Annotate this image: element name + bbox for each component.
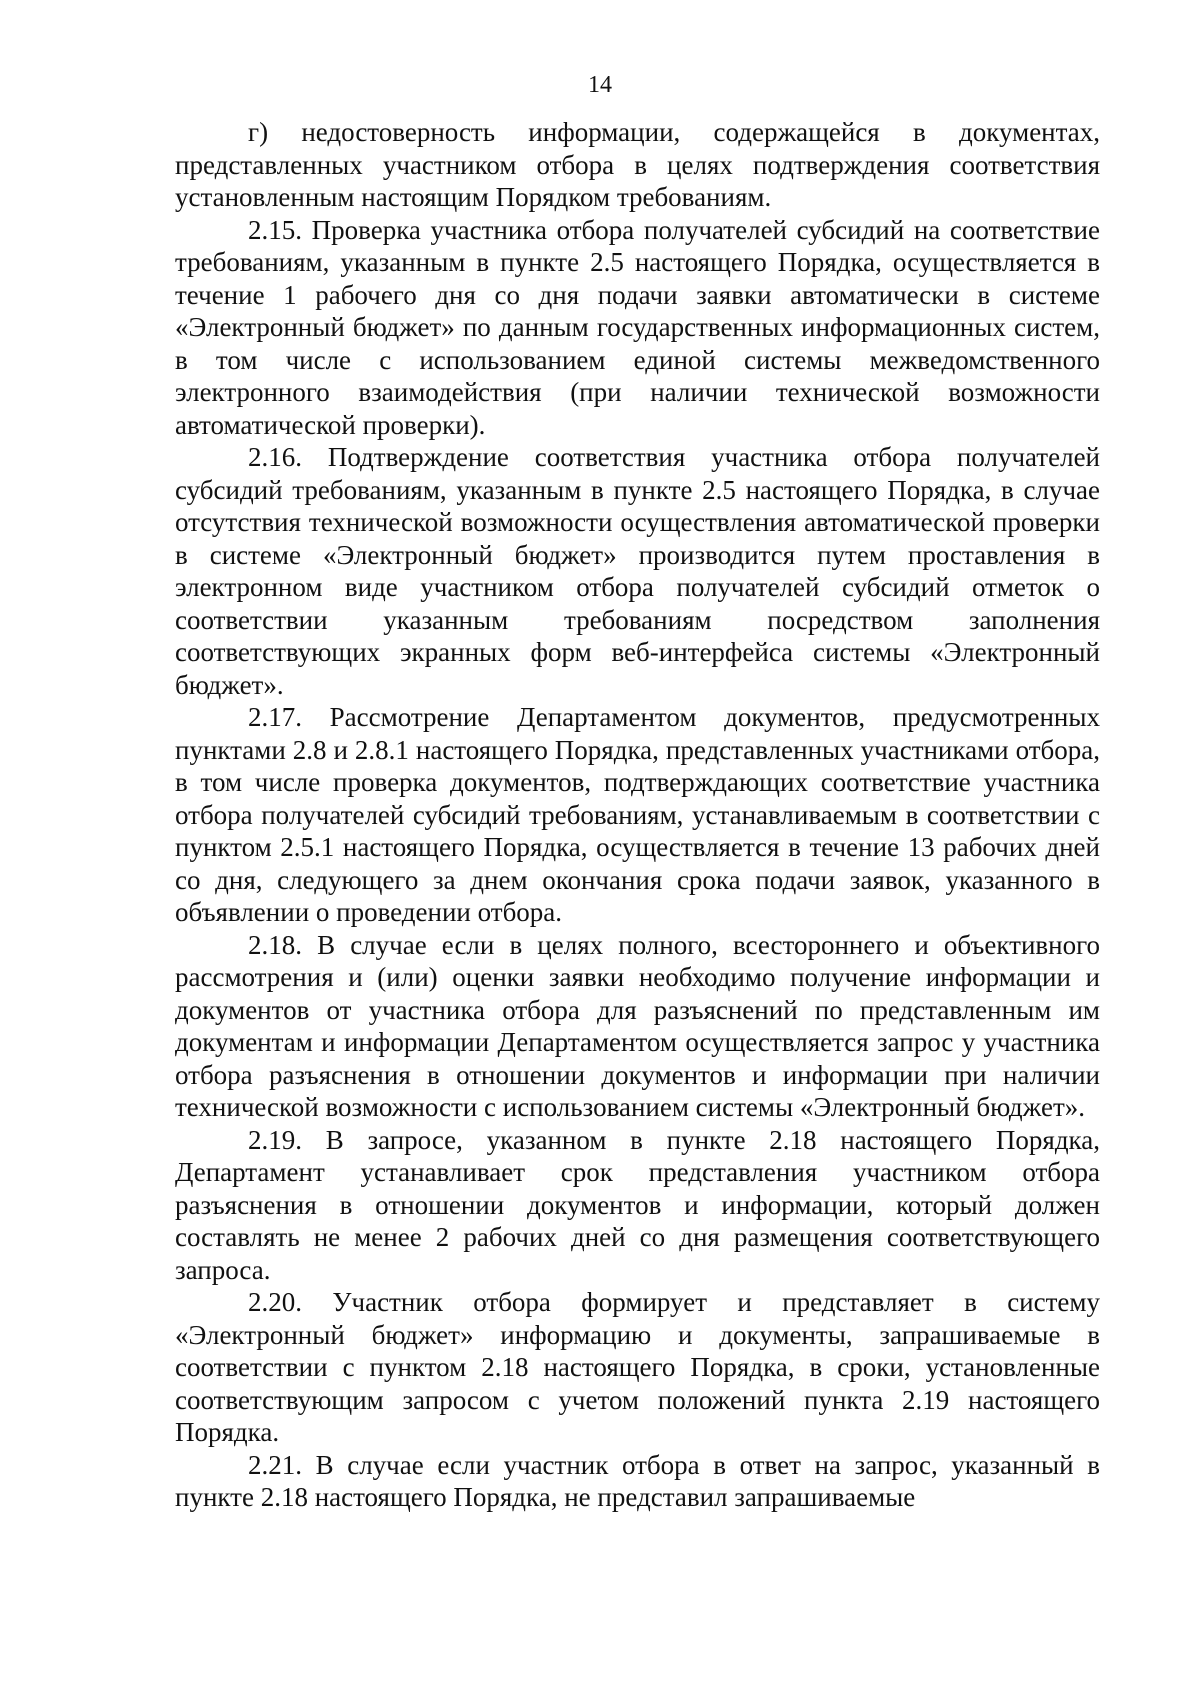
paragraph-g: г) недостоверность информации, содержащейся в документах, представленных участником отбора в целях подтверждения соответствия установленным настоящим Порядком требованиям. — [175, 117, 1100, 212]
paragraph-2-17: 2.17. Рассмотрение Департаментом документов, предусмотренных пунктами 2.8 и 2.8.1 настоящего Порядка, представленных участниками отбора, в том числе проверка документов, подтверждающих соответствие участника отбора получателей субсидий требованиям, устанавливаемым в соответствии с пунктом 2.5.1 настоящего Порядка, осуществляется в течение 13 рабочих дней со дня, следующего за днем окончания срока подачи заявок, указанного в объявлении о проведении отбора. — [175, 702, 1100, 927]
paragraph-2-21: 2.21. В случае если участник отбора в ответ на запрос, указанный в пункте 2.18 настоящего Порядка, не представил запрашиваемые — [175, 1449, 1100, 1512]
document-body — [175, 116, 1100, 1514]
page-number: 14 — [588, 72, 612, 98]
paragraph-2-15: 2.15. Проверка участника отбора получателей субсидий на соответствие требованиям, указанным в пункте 2.5 настоящего Порядка, осуществляется в течение 1 рабочего дня со дня подачи заявки автоматически в системе «Электронный бюджет» по данным государственных информационных систем, в том числе с использованием единой системы межведомственного электронного взаимодействия (при наличии технической возможности автоматической проверки). — [175, 214, 1100, 440]
paragraph-2-18: 2.18. В случае если в целях полного, всестороннего и объективного рассмотрения и (или) оценки заявки необходимо получение информации и документов от участника отбора для разъяснений по представленным им документам и информации Департаментом осуществляется запрос у участника отбора разъяснения в отношении документов и информации при наличии технической возможности с использованием системы «Электронный бюджет». — [175, 929, 1100, 1122]
paragraph-2-20: 2.20. Участник отбора формирует и представляет в систему «Электронный бюджет» информацию и документы, запрашиваемые в соответствии с пунктом 2.18 настоящего Порядка, в сроки, установленные соответствующим запросом с учетом положений пункта 2.19 настоящего Порядка. — [175, 1287, 1100, 1447]
paragraph-2-19: 2.19. В запросе, указанном в пункте 2.18 настоящего Порядка, Департамент устанавливает срок представления участником отбора разъяснения в отношении документов и информации, который должен составлять не менее 2 рабочих дней со дня размещения соответствующего запроса. — [175, 1124, 1100, 1285]
paragraph-2-16: 2.16. Подтверждение соответствия участника отбора получателей субсидий требованиям, указанным в пункте 2.5 настоящего Порядка, в случае отсутствия технической возможности осуществления автоматической проверки в системе «Электронный бюджет» производится путем проставления в электронном виде участником отбора получателей субсидий отметок о соответствии указанным требованиям посредством заполнения соответствующих экранных форм веб-интерфейса системы «Электронный бюджет». — [175, 442, 1100, 700]
